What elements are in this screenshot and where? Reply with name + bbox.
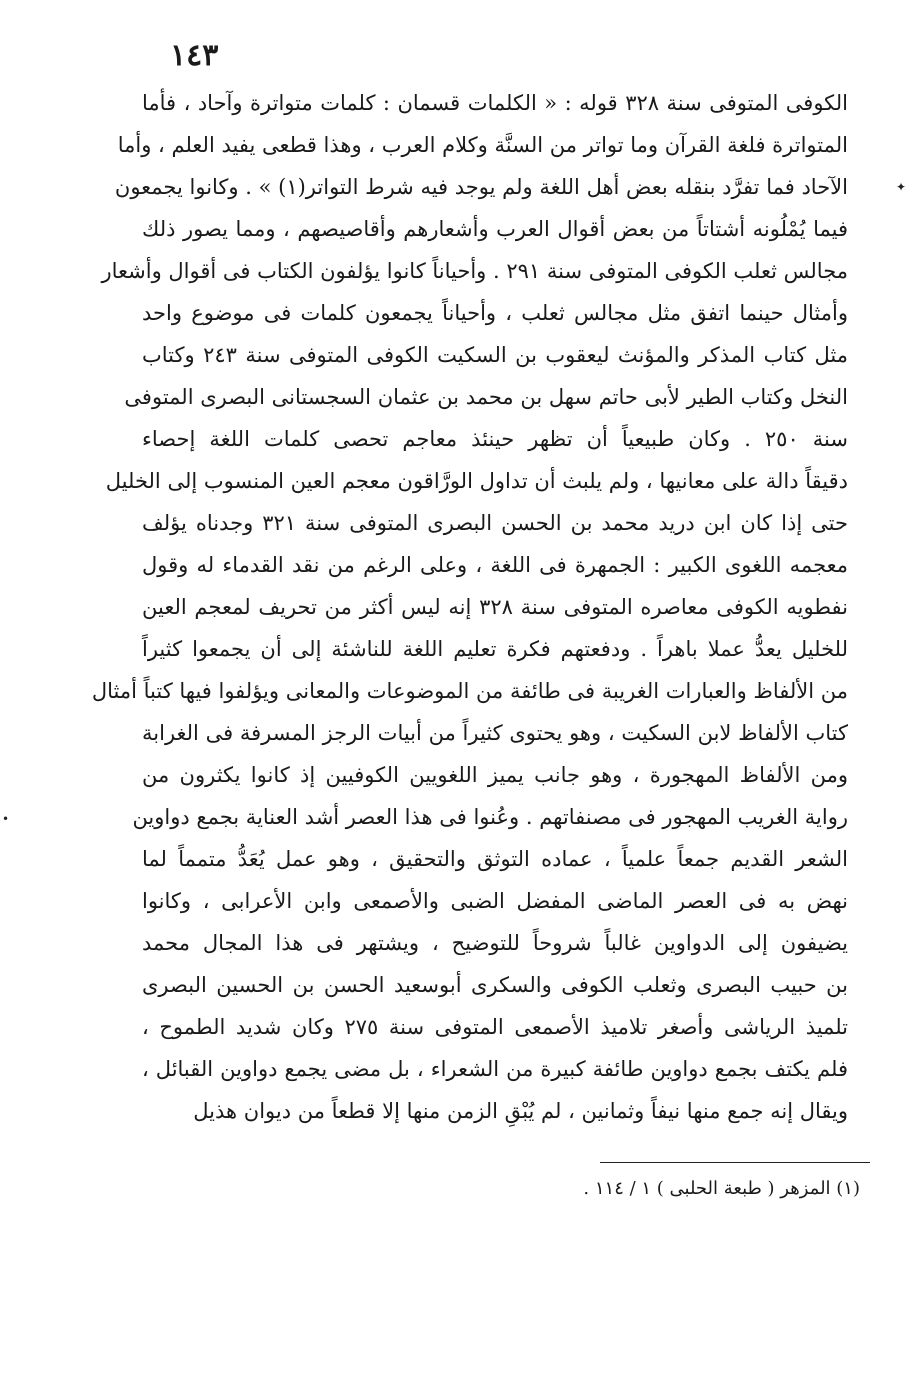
text-line: ومن الألفاظ المهجورة ، وهو جانب يميز اللغويين الكوفيين إذ كانوا يكثرون من: [142, 763, 848, 787]
text-line: الآحاد فما تفرَّد بنقله بعض أهل اللغة ولم يوجد فيه شرط التواتر(١) » . وكانوا يجمعون: [114, 175, 848, 199]
footnote: (١) المزهر ( طبعة الحلبى ) ١ / ١١٤ .: [583, 1178, 860, 1199]
text-line: كتاب الألفاظ لابن السكيت ، وهو يحتوى كثيراً من أبيات الرجز المسرفة فى الغرابة: [142, 721, 848, 745]
text-line: بن حبيب البصرى وثعلب الكوفى والسكرى أبوسعيد الحسن بن الحسين البصرى: [142, 973, 849, 997]
text-line: الشعر القديم جمعاً علمياً ، عماده التوثق والتحقيق ، وهو عمل يُعَدُّ متمماً لما: [142, 847, 848, 871]
text-line: مثل كتاب المذكر والمؤنث ليعقوب بن السكيت الكوفى المتوفى سنة ٢٤٣ وكتاب: [142, 343, 848, 367]
text-line: المتواترة فلغة القرآن وما تواتر من السنَّة وكلام العرب ، وهذا قطعى يفيد العلم ، وأما: [117, 133, 848, 157]
margin-dot-icon: •: [2, 812, 10, 826]
text-line: حتى إذا كان ابن دريد محمد بن الحسن البصرى المتوفى سنة ٣٢١ وجدناه يؤلف: [142, 511, 848, 535]
body-text: [91, 82, 849, 1132]
text-line: معجمه اللغوى الكبير : الجمهرة فى اللغة ، وعلى الرغم من نقد القدماء له وقول: [142, 553, 848, 577]
text-line: الكوفى المتوفى سنة ٣٢٨ قوله : « الكلمات قسمان : كلمات متواترة وآحاد ، فأما: [142, 91, 849, 115]
footnote-divider: [600, 1162, 870, 1163]
text-line: تلميذ الرياشى وأصغر تلاميذ الأصمعى المتوفى سنة ٢٧٥ وكان شديد الطموح ،: [142, 1015, 848, 1039]
text-line: نفطويه الكوفى معاصره المتوفى سنة ٣٢٨ إنه ليس أكثر من تحريف لمعجم العين: [142, 595, 848, 619]
text-line: نهض به فى العصر الماضى المفضل الضبى والأصمعى وابن الأعرابى ، وكانوا: [142, 889, 848, 913]
text-line: رواية الغريب المهجور فى مصنفاتهم . وعُنوا فى هذا العصر أشد العناية بجمع دواوين: [132, 805, 848, 829]
text-line: فلم يكتف بجمع دواوين طائفة كبيرة من الشعراء ، بل مضى يجمع دواوين القبائل ،: [142, 1057, 848, 1081]
text-line: للخليل يعدُّ عملا باهراً . ودفعتهم فكرة تعليم اللغة للناشئة إلى أن يجمعوا كثيراً: [142, 637, 848, 661]
text-line: وأمثال حينما اتفق مثل مجالس ثعلب ، وأحياناً يجمعون كلمات فى موضوع واحد: [142, 301, 848, 325]
text-line: مجالس ثعلب الكوفى المتوفى سنة ٢٩١ . وأحياناً كانوا يؤلفون الكتاب فى أقوال وأشعار: [101, 259, 848, 283]
text-line: النخل وكتاب الطير لأبى حاتم سهل بن محمد بن عثمان السجستانى البصرى المتوفى: [124, 385, 848, 409]
text-line: ويقال إنه جمع منها نيفاً وثمانين ، لم يُبْقِ الزمن منها إلا قطعاً من ديوان هذيل: [193, 1099, 848, 1123]
margin-mark-icon: ✦: [896, 180, 907, 194]
text-line: من الألفاظ والعبارات الغريبة فى طائفة من الموضوعات والمعانى ويؤلفوا فيها كتباً أمثال: [91, 679, 848, 703]
page-number: ١٤٣: [170, 38, 219, 73]
text-line: سنة ٢٥٠ . وكان طبيعياً أن تظهر حينئذ معاجم تحصى كلمات اللغة إحصاء: [142, 427, 848, 451]
text-line: فيما يُمْلُونه أشتاتاً من بعض أقوال العرب وأشعارهم وأقاصيصهم ، ومما يصور ذلك: [142, 217, 848, 241]
text-line: يضيفون إلى الدواوين غالباً شروحاً للتوضيح ، ويشتهر فى هذا المجال محمد: [142, 931, 848, 955]
text-line: دقيقاً دالة على معانيها ، ولم يلبث أن تداول الورَّاقون معجم العين المنسوب إلى الخليل: [105, 469, 848, 493]
